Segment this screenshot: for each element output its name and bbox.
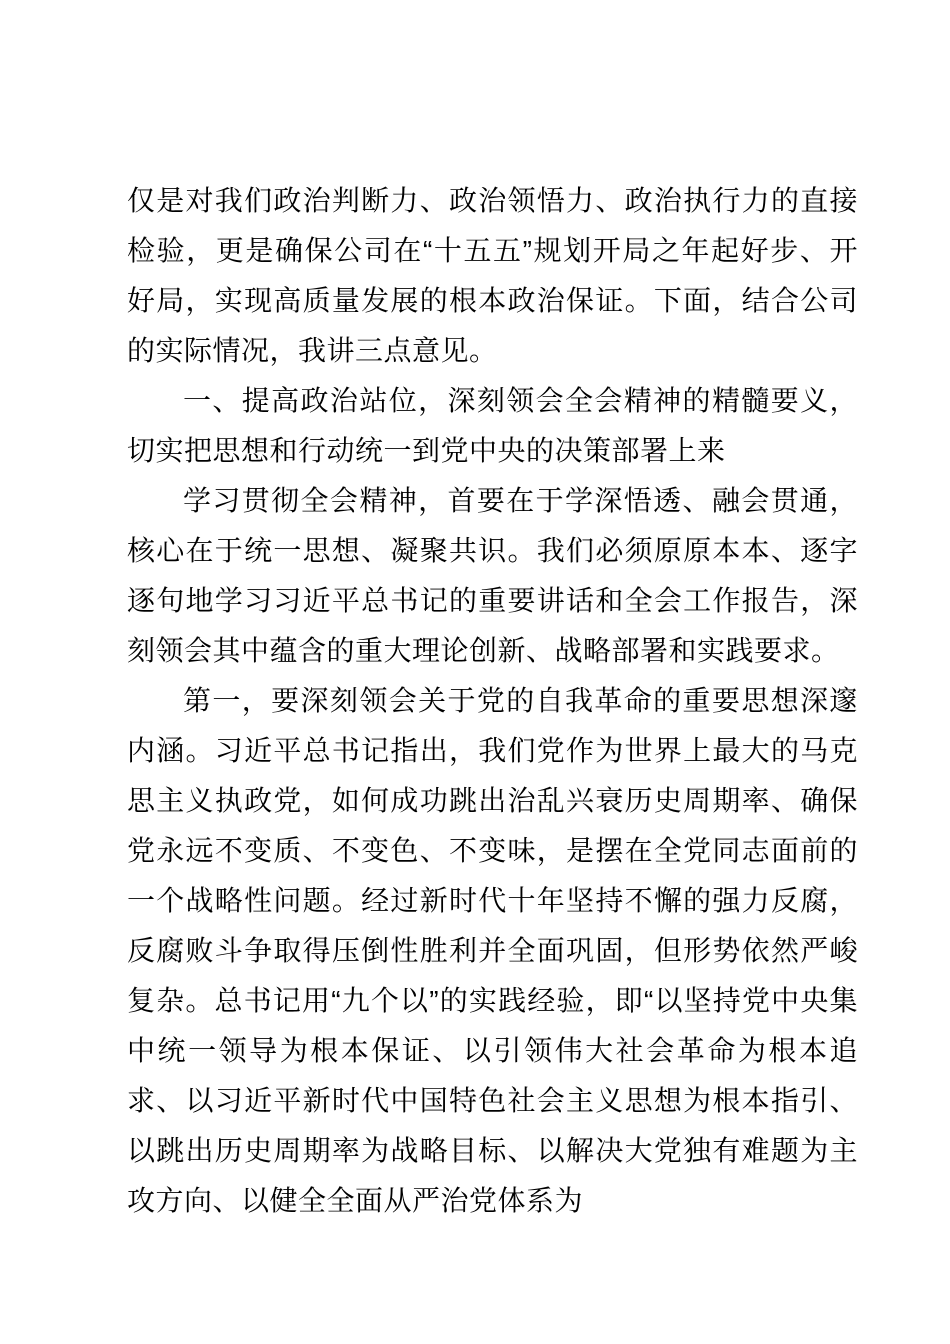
section-heading: 一、提高政治站位，深刻领会全会精神的精髓要义，切实把思想和行动统一到党中央的决策部署上来 bbox=[127, 385, 858, 466]
paragraph-continuation: 仅是对我们政治判断力、政治领悟力、政治执行力的直接检验，更是确保公司在“十五五”规划开局之年起好步、开好局，实现高质量发展的根本政治保证。下面，结合公司的实际情况，我讲三点意见。 bbox=[127, 185, 858, 366]
paragraph-study-spirit: 学习贯彻全会精神，首要在于学深悟透、融会贯通，核心在于统一思想、凝聚共识。我们必须原原本本、逐字逐句地学习习近平总书记的重要讲话和全会工作报告，深刻领会其中蕴含的重大理论创新、战略部署和实践要求。 bbox=[127, 485, 858, 666]
paragraph-first-point: 第一，要深刻领会关于党的自我革命的重要思想深邃内涵。习近平总书记指出，我们党作为世界上最大的马克思主义执政党，如何成功跳出治乱兴衰历史周期率、确保党永远不变质、不变色、不变味，是摆在全党同志面前的一个战略性问题。经过新时代十年坚持不懈的强力反腐，反腐败斗争取得压倒性胜利并全面巩固，但形势依然严峻复杂。总书记用“九个以”的实践经验，即“以坚持党中央集中统一领导为根本保证、以引领伟大社会革命为根本追求、以习近平新时代中国特色社会主义思想为根本指引、以跳出历史周期率为战略目标、以解决大党独有难题为主攻方向、以健全全面从严治党体系为 bbox=[127, 685, 858, 1216]
text-block bbox=[127, 176, 858, 1226]
